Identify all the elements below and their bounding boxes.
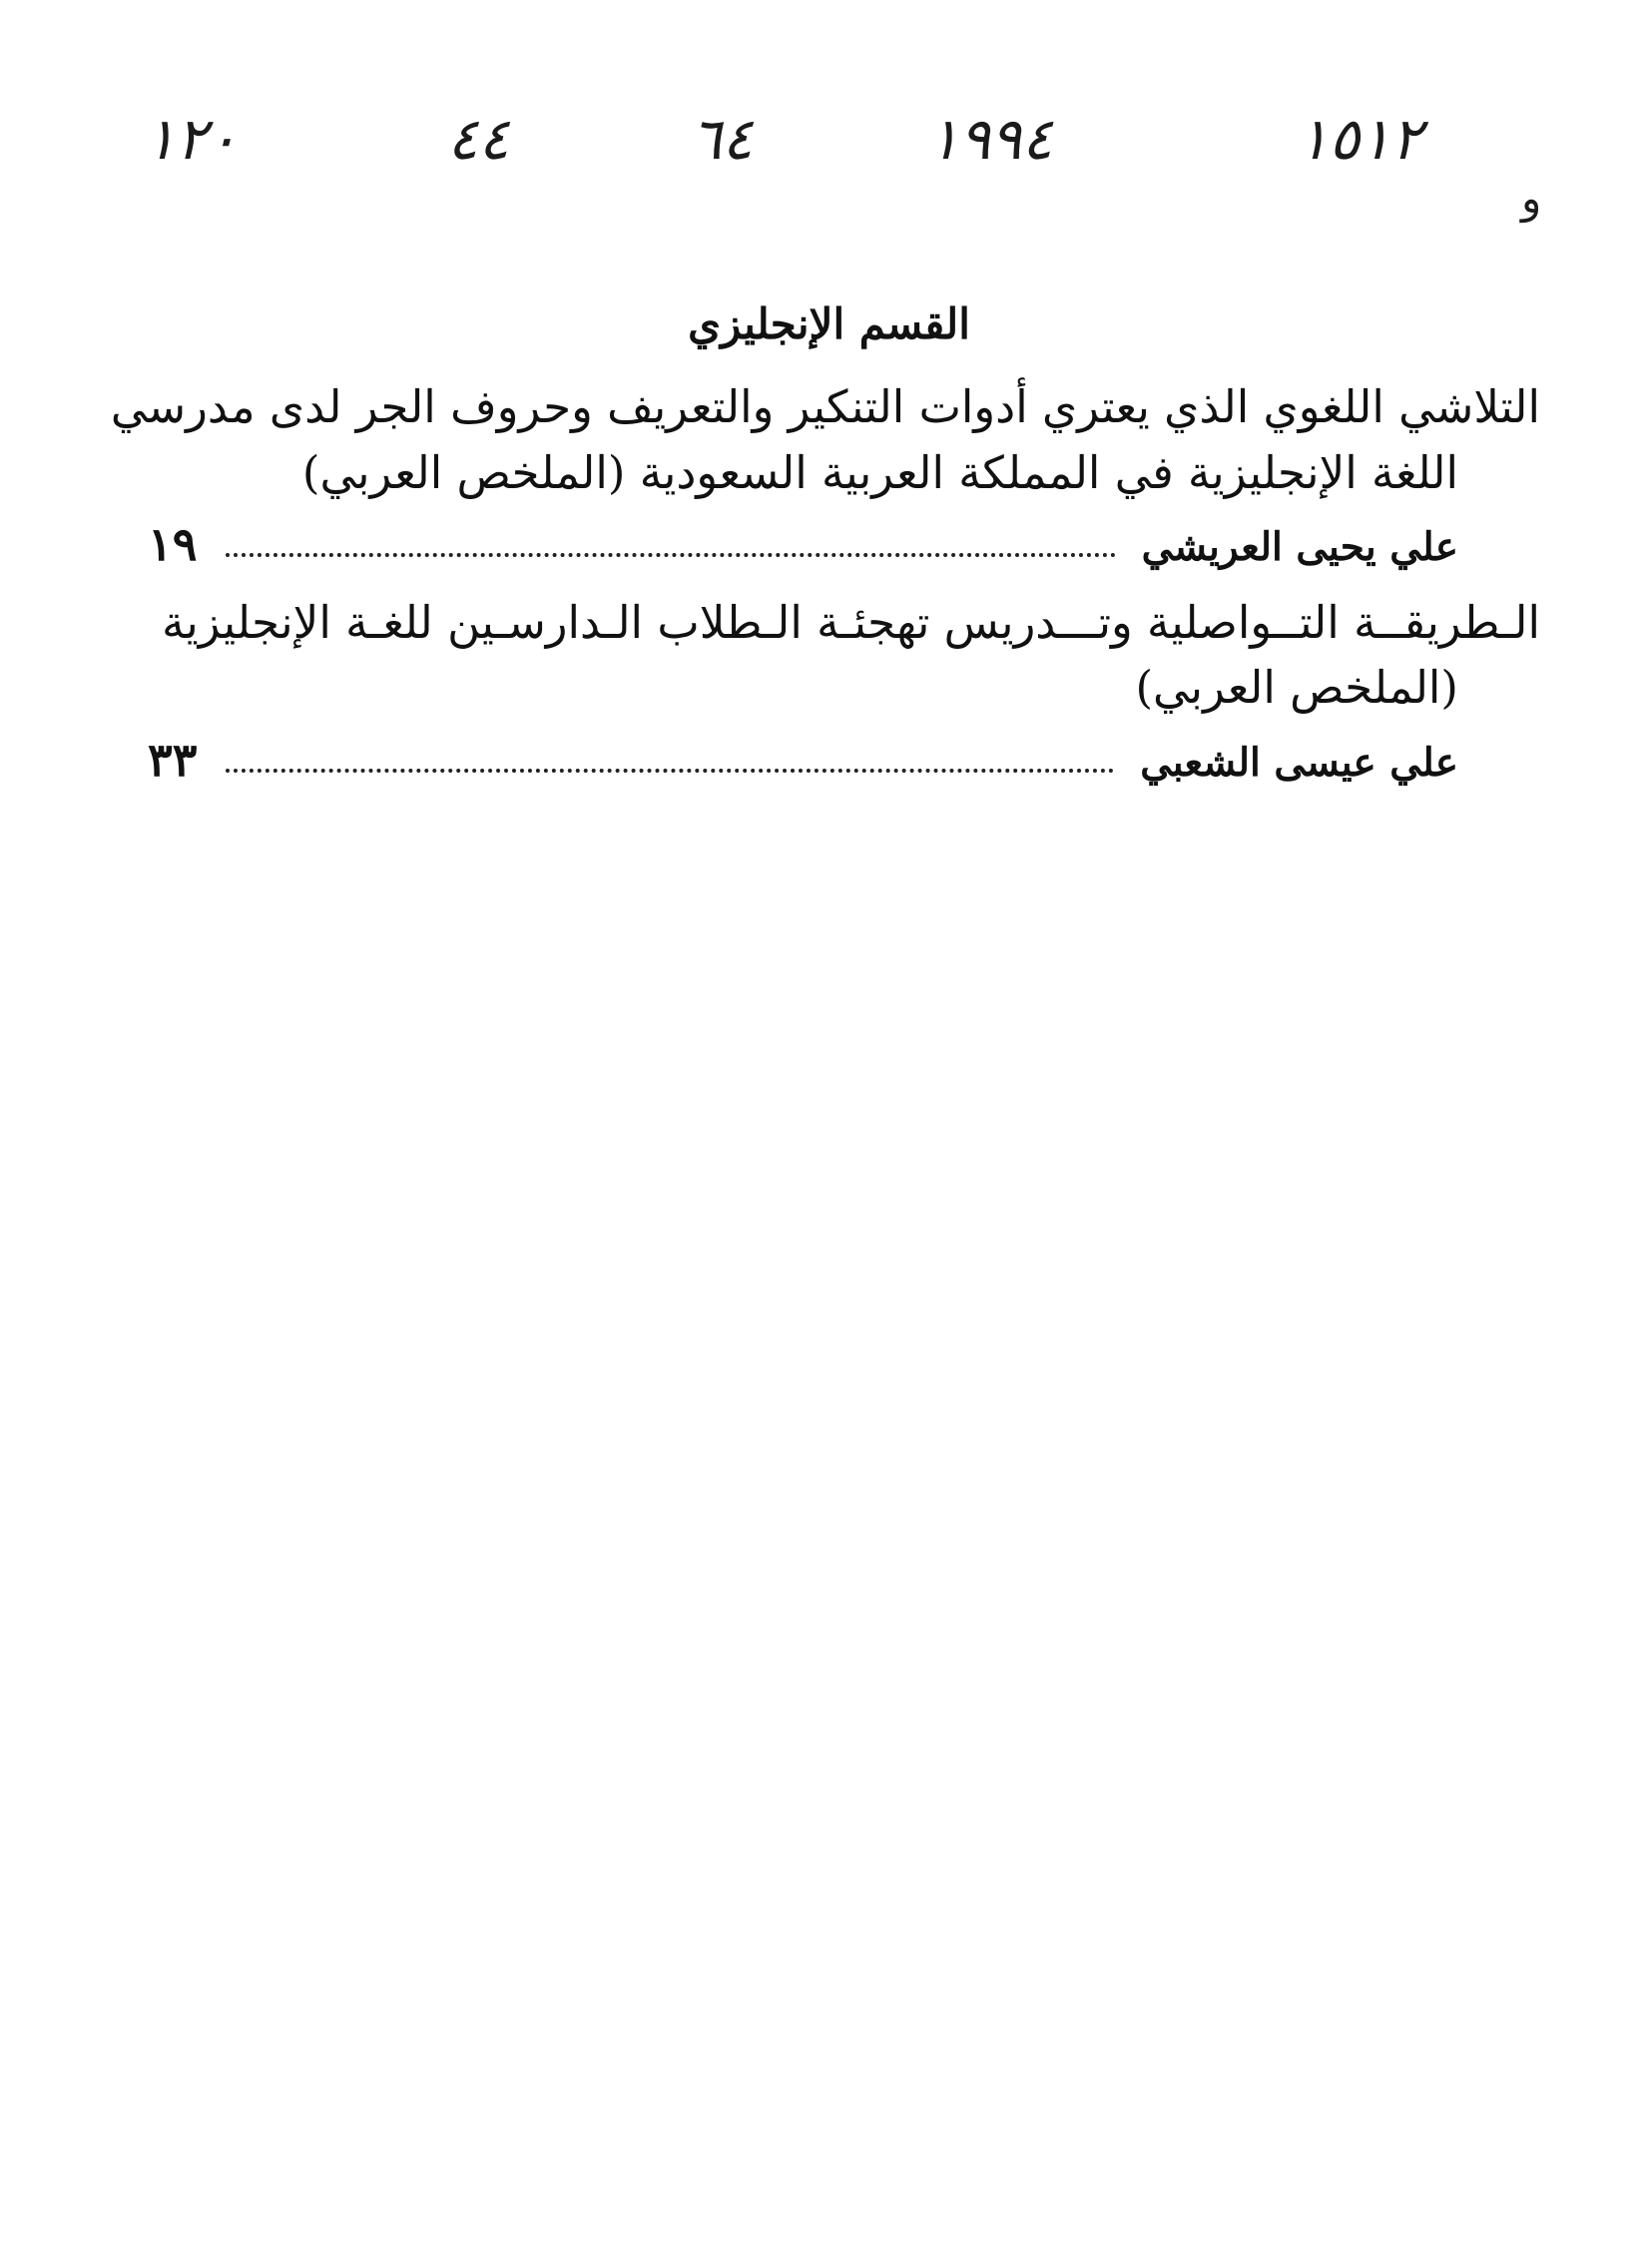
entry-title xyxy=(110,374,1540,505)
author-name: علي عيسى الشعبي xyxy=(1140,739,1458,786)
author-row xyxy=(148,733,1540,788)
entry-title-line: التلاشي اللغوي الذي يعتري أدوات التنكير والتعريف وحروف الجر لدى مدرسي xyxy=(110,380,1540,434)
entry-title-line: (الملخص العربي) xyxy=(1135,661,1458,715)
handwritten-mark: ٦٤ xyxy=(691,105,754,173)
entry-title-line: اللغة الإنجليزية في المملكة العربية السعودية (الملخص العربي) xyxy=(301,445,1458,499)
author-row xyxy=(148,517,1540,572)
dot-leader xyxy=(226,553,1116,557)
table-of-contents xyxy=(110,299,1540,806)
handwritten-mark: ١٩٩٤ xyxy=(928,105,1053,173)
entry-title xyxy=(148,590,1540,721)
page-number: ٣٣ xyxy=(148,732,198,787)
author-name: علي يحيى العريشي xyxy=(1141,523,1458,570)
page-number: ١٩ xyxy=(148,516,198,571)
handwritten-mark: ٤٤ xyxy=(447,105,510,173)
toc-entry xyxy=(148,590,1540,788)
dot-leader xyxy=(226,769,1114,773)
section-title: القسم الإنجليزي xyxy=(688,299,970,348)
handwritten-mark: ١٥١٢ xyxy=(1298,105,1422,173)
handwritten-mark: و xyxy=(1521,174,1542,223)
entry-title-line: الـطريقــة التــواصلية وتـــدريس تهجئـة الـطلاب الـدارسـين للغـة الإنجليزية xyxy=(162,596,1540,650)
toc-entry xyxy=(110,374,1540,572)
handwritten-mark: ١٢٠ xyxy=(145,105,239,173)
